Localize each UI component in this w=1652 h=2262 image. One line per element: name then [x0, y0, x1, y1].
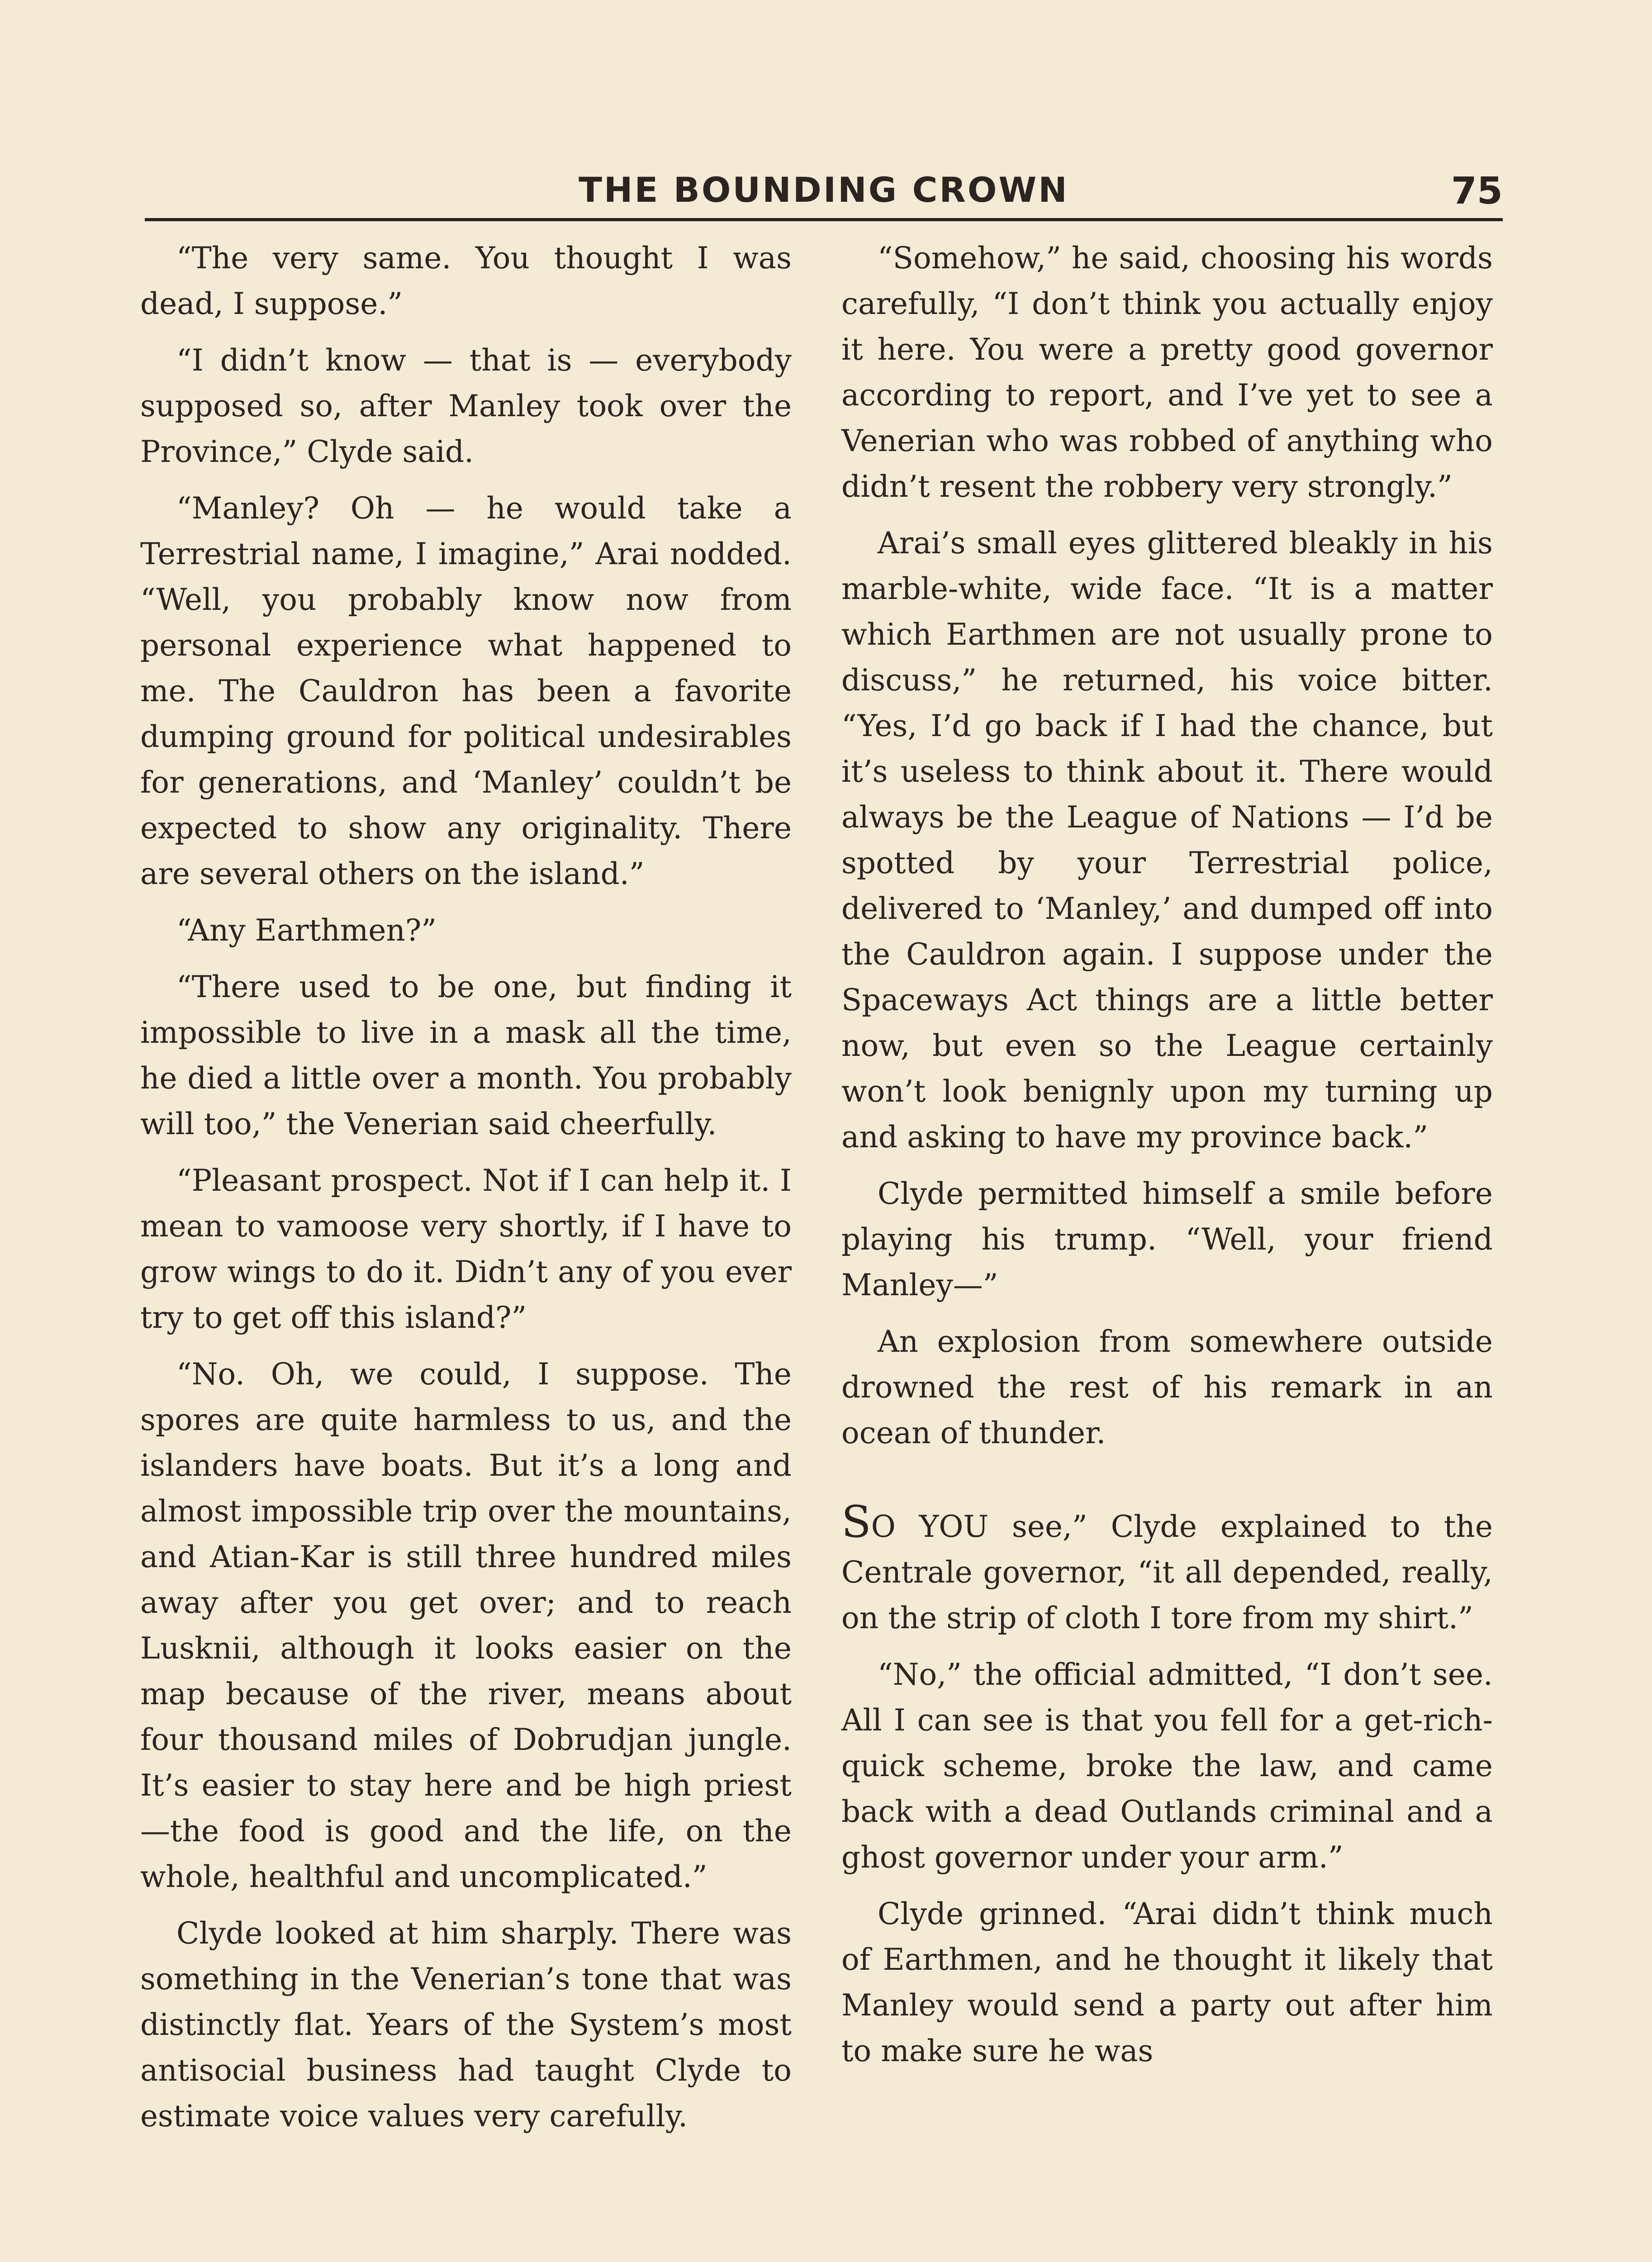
right-column — [841, 235, 1493, 2085]
paragraph: An explosion from somewhere outside drowned the rest of his remark in an ocean of thunder. — [841, 1324, 1493, 1450]
section-opening-paragraph — [841, 1499, 1493, 1641]
paragraph: “Manley? Oh — he would take a Terrestrial name, I imagine,” Arai nodded. “Well, you probably know now from personal experience what happened to me. The Cauldron has been a favorite dumping ground for political undesirables for generations, and ‘Manley’ couldn’t be expected to show any originality. There are several others on the island.” — [140, 491, 792, 891]
page-number: 75 — [1451, 170, 1503, 213]
section-initial: S — [841, 1497, 871, 1547]
paragraph: “No,” the official admitted, “I don’t see. All I can see is that you fell for a get-rich-quick scheme, broke the law, and came back with a dead Outlands criminal and a ghost governor under your arm.” — [841, 1657, 1493, 1875]
paragraph: “Any Earthmen?” — [176, 913, 437, 948]
paragraph: “I didn’t know — that is — everybody supposed so, after Manley took over the Province,” Clyde said. — [140, 343, 792, 469]
section-opening-text: O YOU see,” Clyde explained to the Centrale governor, “it all depended, really, on the strip of cloth I tore from my shirt.” — [841, 1509, 1493, 1635]
paragraph: Clyde looked at him sharply. There was something in the Venerian’s tone that was distinctly flat. Years of the System’s most antisocial business had taught Clyde to estimate voice values very carefully. — [140, 1916, 792, 2134]
header-rule — [145, 218, 1503, 221]
running-head — [145, 170, 1503, 219]
paragraph: Clyde permitted himself a smile before playing his trump. “Well, your friend Manley—” — [841, 1176, 1493, 1302]
paragraph: “There used to be one, but finding it impossible to live in a mask all the time, he died a little over a month. You probably will too,” the Venerian said cheerfully. — [140, 969, 792, 1141]
paragraph: Clyde grinned. “Arai didn’t think much of Earthmen, and he thought it likely that Manley would send a party out after him to make sure he was — [841, 1896, 1493, 2068]
paragraph: “Somehow,” he said, choosing his words carefully, “I don’t think you actually enjoy it here. You were a pretty good governor according to report, and I’ve yet to see a Venerian who was robbed of anything who didn’t resent the robbery very strongly.” — [841, 241, 1493, 504]
paragraph: “Pleasant prospect. Not if I can help it. I mean to vamoose very shortly, if I have to grow wings to do it. Didn’t any of you ever try to get off this island?” — [140, 1163, 792, 1335]
paragraph: “The very same. You thought I was dead, I suppose.” — [140, 241, 792, 321]
paragraph: Arai’s small eyes glittered bleakly in his marble-white, wide face. “It is a matter which Earthmen are not usually prone to discuss,” he returned, his voice bitter. “Yes, I’d go back if I had the chance, but it’s useless to think about it. There would always be the League of Nations — I’d be spotted by your Terrestrial police, delivered to ‘Manley,’ and dumped off into the Cauldron again. I suppose under the Spaceways Act things are a little better now, but even so the League certainly won’t look benignly upon my turning up and asking to have my province back.” — [841, 526, 1493, 1155]
left-column — [140, 235, 792, 2150]
paragraph: “No. Oh, we could, I suppose. The spores are quite harmless to us, and the islanders have boats. But it’s a long and almost impossible trip over the mountains, and Atian-Kar is still three hundred miles away after you get over; and to reach Lusknii, although it looks easier on the map because of the river, means about four thousand miles of Dobrudjan jungle. It’s easier to stay here and be high priest—the food is good and the life, on the whole, healthful and uncomplicated.” — [140, 1357, 792, 1894]
running-title: THE BOUNDING CROWN — [579, 170, 1069, 210]
